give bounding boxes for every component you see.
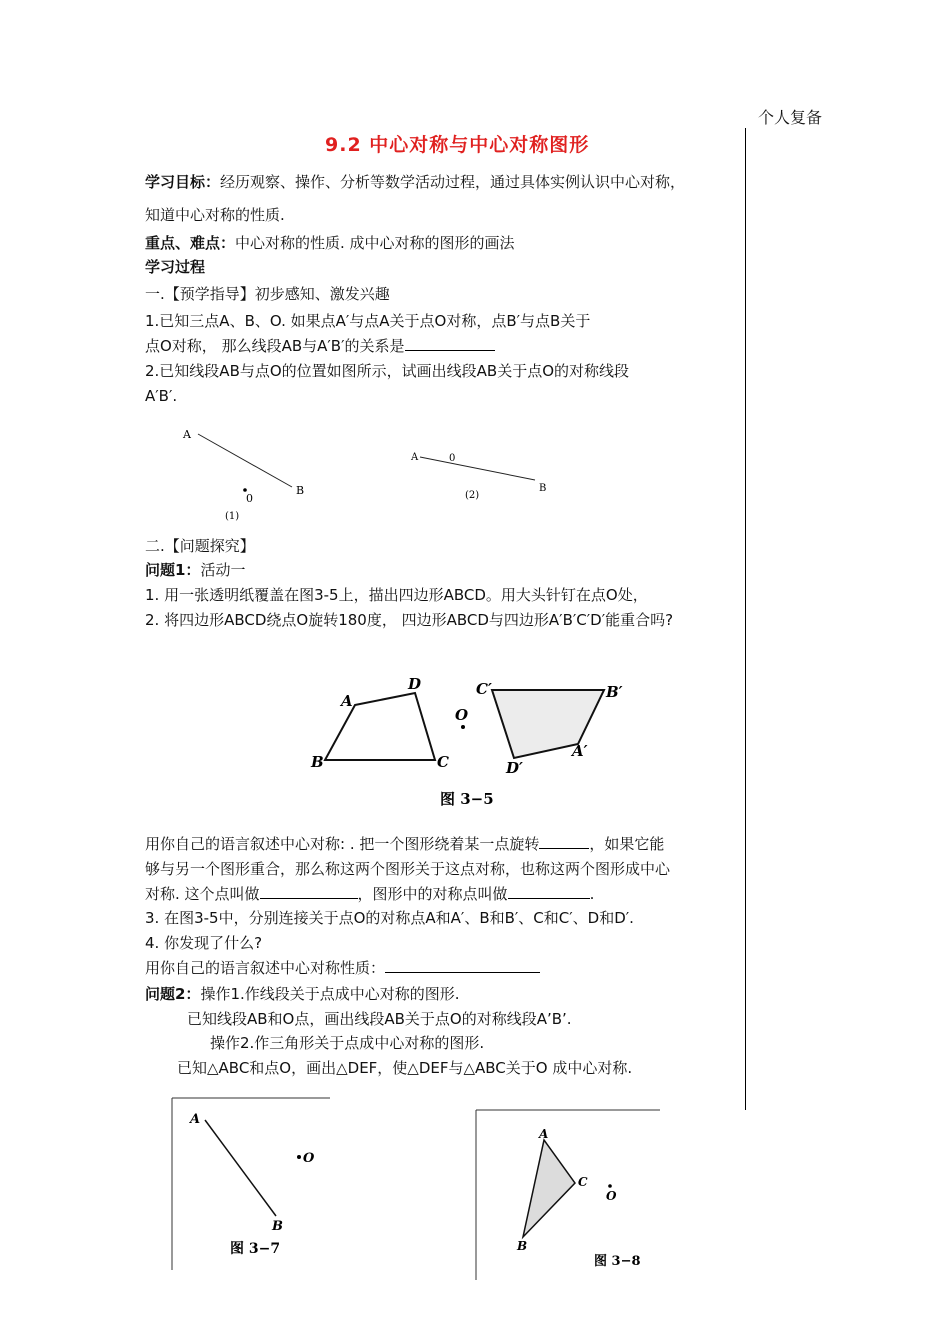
fig2-label-b: B <box>539 483 547 494</box>
fig38-label-c: C <box>578 1175 588 1189</box>
question2-line1: 2.已知线段AB与点O的位置如图所示，试画出线段AB关于点O的对称线段 <box>145 362 630 380</box>
fig1-label-a: A <box>183 428 191 441</box>
fig1-label-o: 0 <box>246 492 253 505</box>
fig35-label-a: A <box>341 692 353 710</box>
problem2-label: 问题2： <box>145 985 201 1003</box>
question2-line2: A′B′. <box>145 387 178 405</box>
page-title: 9.2 中心对称与中心对称图形 <box>325 134 590 156</box>
problem2-line3: 操作2.作三角形关于点成中心对称的图形. <box>210 1034 485 1052</box>
fig38-label-b: B <box>517 1239 528 1253</box>
fig37-label-a: A <box>190 1112 201 1127</box>
fig37-label-o: O <box>303 1151 315 1166</box>
question1-line2-text: 点O对称， 那么线段AB与A′B′的关系是 <box>145 337 405 355</box>
fig1-caption: (1) <box>225 511 240 522</box>
fig38-triangle-abc <box>523 1140 575 1237</box>
margin-note: 个人复备 <box>758 108 823 127</box>
problem1-text: 活动一 <box>200 561 246 579</box>
fig35-label-o: O <box>455 706 469 724</box>
fig35-caption: 图 3−5 <box>440 790 494 808</box>
fig37-label-b: B <box>272 1219 283 1234</box>
problem2-line4: 已知△ABC和点O，画出△DEF，使△DEF与△ABC关于O 成中心对称. <box>177 1059 633 1077</box>
definition-line1-end: ，如果它能 <box>589 835 665 853</box>
fig35-label-d2: D′ <box>506 759 523 777</box>
fig2-label-o: 0 <box>449 453 456 464</box>
fig35-label-c: C <box>437 753 449 771</box>
problem2-line2: 已知线段AB和O点，画出线段AB关于点O的对称线段A’B’. <box>187 1010 572 1028</box>
step1: 1. 用一张透明纸覆盖在图3-5上，描出四边形ABCD。用大头针钉在点O处， <box>145 586 648 604</box>
fig38-label-o: O <box>606 1189 617 1203</box>
definition-line3c: . <box>589 885 595 903</box>
definition-line1-text: 用你自己的语言叙述中心对称: . 把一个图形绕着某一点旋转 <box>145 835 540 853</box>
process-heading: 学习过程 <box>145 258 206 276</box>
objectives-text1: 经历观察、操作、分析等数学活动过程，通过具体实例认识中心对称， <box>220 173 686 191</box>
objectives-line2: 知道中心对称的性质. <box>145 206 285 224</box>
step4: 4. 你发现了什么? <box>145 934 263 952</box>
step2: 2. 将四边形ABCD绕点O旋转180度， 四边形ABCD与四边形A′B′C′D′能重合吗? <box>145 611 674 629</box>
definition-line2: 够与另一个图形重合，那么称这两个图形关于这点对称，也称这两个图形成中心 <box>145 860 671 878</box>
objectives-label: 学习目标： <box>145 173 221 191</box>
question1-line1: 1.已知三点A、B、O. 如果点A′与点A关于点O对称，点B′与点B关于 <box>145 312 591 330</box>
key-points-label: 重点、难点： <box>145 234 236 252</box>
section1-heading: 一.【预学指导】初步感知、激发兴趣 <box>145 285 390 303</box>
fig37-point-o <box>297 1155 301 1159</box>
fig2-label-a: A <box>411 452 419 463</box>
fig38-label-a: A <box>539 1127 549 1141</box>
fig35-label-b2: B′ <box>606 683 623 701</box>
fig35-label-b: B <box>311 753 324 771</box>
key-points-text: 中心对称的性质. 成中心对称的图形的画法 <box>235 234 515 252</box>
fig35-label-d: D <box>408 675 422 693</box>
problem1-label: 问题1： <box>145 561 201 579</box>
fig1-label-b: B <box>296 484 305 497</box>
fig38-point-o <box>608 1184 612 1188</box>
property-prompt-text: 用你自己的语言叙述中心对称性质： <box>145 959 386 977</box>
definition-line3a: 对称. 这个点叫做 <box>145 885 260 903</box>
fig35-label-c2: C′ <box>476 680 492 698</box>
fig38-caption: 图 3−8 <box>594 1254 641 1269</box>
fig37-segment-ab <box>205 1120 276 1216</box>
problem2-text: 操作1.作线段关于点成中心对称的图形. <box>200 985 460 1003</box>
section2-heading: 二.【问题探究】 <box>145 537 255 555</box>
fig37-caption: 图 3−7 <box>230 1241 281 1257</box>
fig2-caption: (2) <box>465 490 480 501</box>
fig35-label-a2: A′ <box>572 742 588 760</box>
definition-line3b: ，图形中的对称点叫做 <box>357 885 508 903</box>
step3: 3. 在图3-5中，分别连接关于点O的对称点A和A′、B和B′、C和C′、D和D′. <box>145 909 634 927</box>
